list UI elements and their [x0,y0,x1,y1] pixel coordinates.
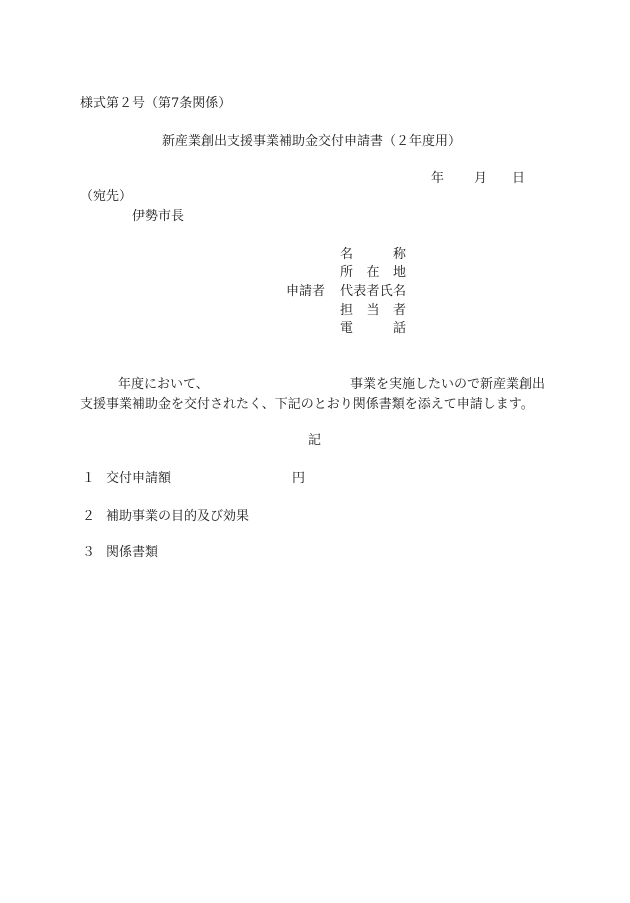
item-number: １ [82,471,96,486]
addressee-label: （宛先） [80,189,133,204]
body-text-line2: 支援事業補助金を交付されたく、下記のとおり関係書類を添えて申請します。 [80,397,534,412]
applicant-label: 申請者 [286,284,326,299]
applicant-field-name: 名称 [340,247,406,262]
date-month-label: 月 [474,171,488,186]
applicant-field-phone: 電話 [340,321,406,336]
applicant-field-contact-person: 担当者 [340,303,406,318]
document-title: 新産業創出支援事業補助金交付申請書（２年度用） [162,134,462,149]
item-label-purpose: 補助事業の目的及び効果 [106,509,250,524]
item-number: ２ [82,509,96,524]
item-label-documents: 関係書類 [106,545,159,560]
ki-heading: 記 [308,433,322,448]
form-number: 様式第２号（第7条関係） [80,96,232,111]
body-text-line1-end: 事業を実施したいので新産業創出 [350,377,546,392]
yen-unit: 円 [292,471,306,486]
item-number: ３ [82,545,96,560]
body-text-line1-start: 年度において、 [118,377,209,392]
date-day-label: 日 [512,171,526,186]
addressee-name: 伊勢市長 [132,209,185,224]
applicant-field-representative: 代表者氏名 [340,284,406,299]
item-label-application-amount: 交付申請額 [106,471,172,486]
applicant-field-address: 所在地 [340,265,406,280]
date-year-label: 年 [431,171,445,186]
